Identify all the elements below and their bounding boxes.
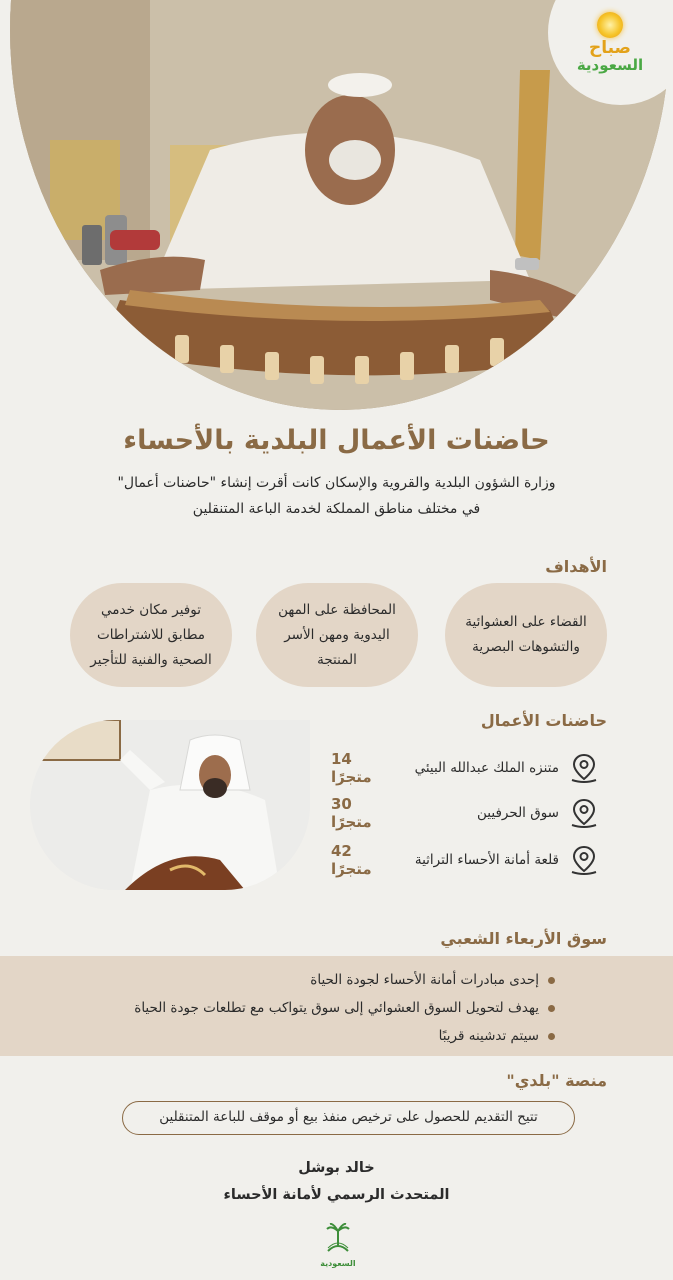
intro-line1: وزارة الشؤون البلدية والقروية والإسكان كانت أقرت إنشاء "حاضنات أعمال"	[117, 475, 556, 491]
goal-line: المنتجة	[317, 651, 357, 668]
emblem-caption: السعودية	[320, 1259, 356, 1268]
location-pin-icon	[567, 843, 601, 877]
location-pin-icon	[567, 796, 601, 830]
workshop-area: 14 متجرًا	[331, 750, 372, 786]
platform-text: تتيح التقديم للحصول على ترخيص منفذ بيع أو موقف للباعة المتنقلين	[122, 1101, 575, 1135]
platform-heading: منصة "بلدي"	[506, 1071, 607, 1090]
hero-section	[0, 0, 673, 410]
logo-line2: السعودية	[576, 56, 644, 74]
goal-line: توفير مكان خدمي	[101, 601, 201, 618]
workshop-area: 42 متجرًا	[331, 842, 372, 878]
goal-card	[445, 583, 607, 687]
market-list	[134, 966, 555, 1050]
bullet-icon	[548, 1005, 555, 1012]
goal-line: والتشوهات البصرية	[472, 639, 580, 655]
bullet-icon	[548, 1033, 555, 1040]
workshop-name: متنزه الملك عبدالله البيئي	[414, 760, 559, 776]
bullet-icon	[548, 977, 555, 984]
brand-logo	[569, 12, 651, 72]
workshops-heading: حاضنات الأعمال	[480, 711, 607, 730]
intro-line2: في مختلف مناطق المملكة لخدمة الباعة المتنقلين	[192, 501, 481, 517]
workshop-photo	[30, 720, 310, 890]
logo-line1: صباح	[588, 38, 631, 58]
list-item-text: يهدف لتحويل السوق العشوائي إلى سوق يتواكب مع تطلعات جودة الحياة	[134, 1000, 539, 1016]
saudi-emblem	[318, 1223, 358, 1267]
goal-line: المحافظة على المهن	[278, 601, 396, 618]
list-item	[134, 966, 555, 994]
speaker-role: المتحدث الرسمي لأمانة الأحساء	[223, 1187, 450, 1203]
goal-line: مطابق للاشتراطات	[96, 626, 206, 643]
workshop-name: قلعة أمانة الأحساء التراثية	[414, 852, 559, 868]
list-item	[134, 994, 555, 1022]
market-heading: سوق الأربعاء الشعبي	[440, 929, 607, 948]
market-band	[0, 956, 673, 1056]
goals-heading: الأهداف	[545, 557, 607, 576]
list-item	[134, 1022, 555, 1050]
goal-line: اليدوية ومهن الأسر	[284, 626, 390, 643]
workshop-item	[331, 795, 601, 831]
palm-swords-icon	[323, 1223, 353, 1255]
goal-card	[256, 583, 418, 687]
intro-text	[60, 470, 613, 522]
page-title: حاضنات الأعمال البلدية بالأحساء	[123, 425, 550, 456]
location-pin-icon	[567, 751, 601, 785]
goal-line: الصحية والفنية للتأجير	[90, 651, 212, 668]
workshop-item	[331, 842, 601, 878]
workshop-area: 30 متجرًا	[331, 795, 372, 831]
sun-icon	[597, 12, 623, 38]
tailor-illustration	[30, 720, 310, 890]
workshop-name: سوق الحرفيين	[477, 805, 559, 821]
workshop-item	[331, 750, 601, 786]
goal-line: القضاء على العشوائية	[465, 614, 587, 630]
list-item-text: إحدى مبادرات أمانة الأحساء لجودة الحياة	[310, 972, 539, 988]
list-item-text: سيتم تدشينه قريبًا	[438, 1028, 539, 1044]
goal-card	[70, 583, 232, 687]
speaker-name: خالد بوشل	[298, 1160, 375, 1176]
